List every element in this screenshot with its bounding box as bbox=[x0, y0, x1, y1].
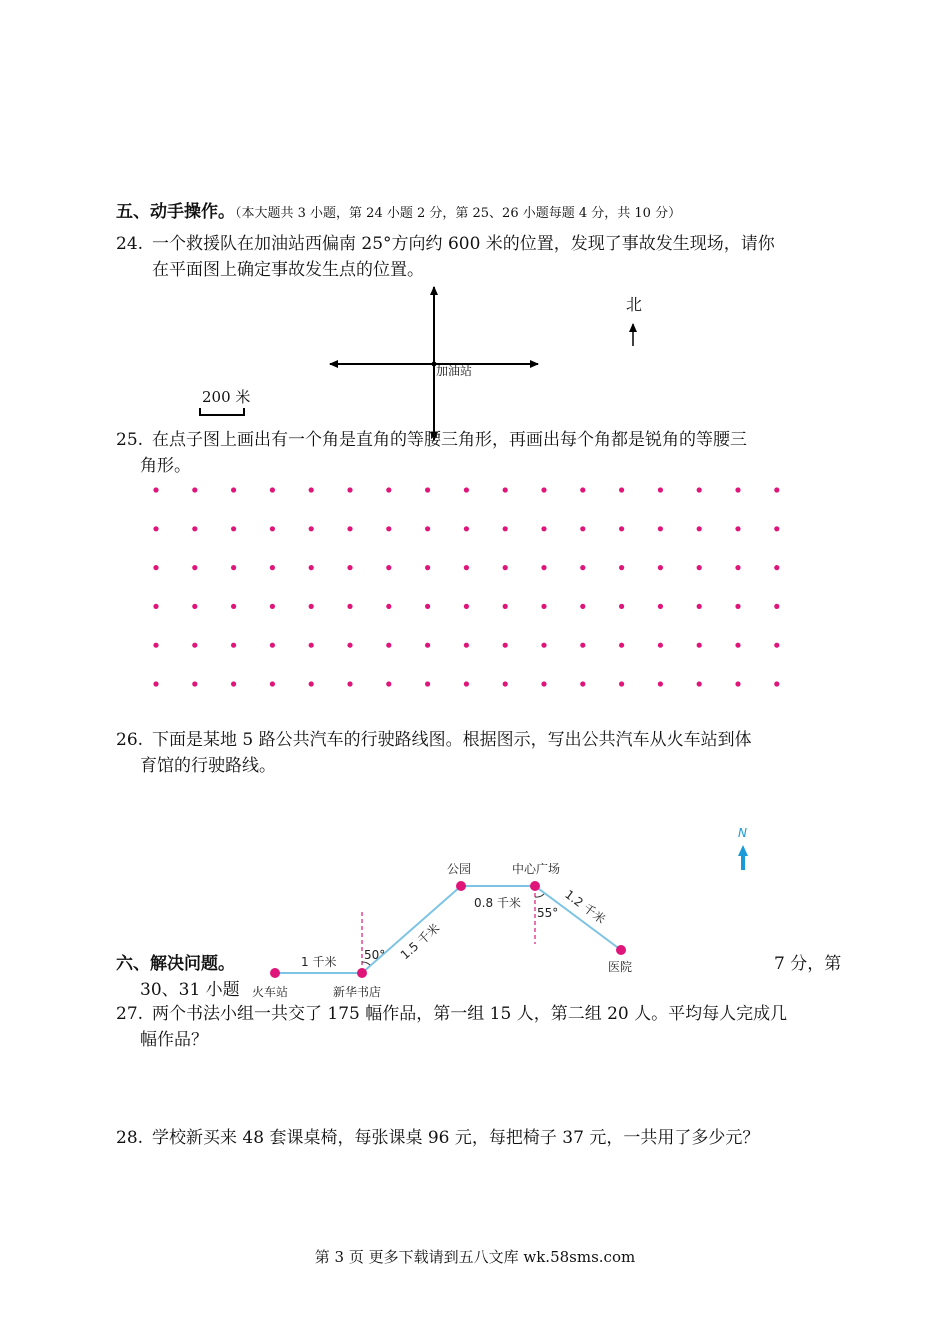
q24-number: 24. bbox=[116, 234, 144, 254]
q28-text-line1: 学校新买来 48 套课桌椅，每张课桌 96 元，每把椅子 37 元，一共用了多少元？ bbox=[152, 1128, 760, 1148]
section-5-note: （本大题共 3 小题，第 24 小题 2 分，第 25、26 小题每题 4 分，共 10 分） bbox=[235, 206, 682, 221]
q26-text-line1: 下面是某地 5 路公共汽车的行驶路线图。根据图示，写出公共汽车从火车站到体 bbox=[152, 730, 752, 750]
section-6-note-tail: 7 分，第 bbox=[774, 954, 842, 974]
angle-label: 50° bbox=[364, 948, 386, 962]
stop-marker bbox=[456, 881, 466, 891]
page-footer: 第 3 页 更多下载请到五八文库 wk.58sms.com bbox=[314, 1248, 636, 1266]
stop-label: 新华书店 bbox=[333, 985, 382, 999]
distance-label: 1.2 千米 bbox=[562, 887, 609, 927]
stop-label: 火车站 bbox=[252, 985, 289, 999]
distance-label: 0.8 千米 bbox=[474, 896, 521, 910]
route-map-background bbox=[252, 856, 642, 1000]
stop-label: 公园 bbox=[447, 862, 472, 876]
q27-text-line2: 幅作品？ bbox=[140, 1030, 208, 1050]
q24-text-line1: 一个救援队在加油站西偏南 25°方向约 600 米的位置，发现了事故发生现场，请你 bbox=[152, 234, 775, 254]
q27-number: 27. bbox=[116, 1004, 144, 1024]
section-6-title: 六、解决问题。 bbox=[116, 954, 235, 974]
stop-label: 医院 bbox=[608, 960, 633, 974]
q25-number: 25. bbox=[116, 430, 144, 450]
distance-label: 1 千米 bbox=[301, 955, 337, 969]
q26-text-line2: 育馆的行驶路线。 bbox=[140, 756, 276, 776]
station-label: 加油站 bbox=[436, 364, 473, 378]
stop-marker bbox=[357, 968, 367, 978]
q25-text-line1: 在点子图上画出有一个角是直角的等腰三角形，再画出每个角都是锐角的等腰三 bbox=[152, 430, 747, 450]
scale-label: 200 米 bbox=[202, 388, 251, 406]
north-label: 北 bbox=[626, 295, 643, 314]
stop-marker bbox=[616, 945, 626, 955]
north-letter: N bbox=[738, 826, 747, 840]
distance-label: 1.5 千米 bbox=[397, 920, 443, 963]
stop-marker bbox=[530, 881, 540, 891]
stop-marker bbox=[270, 968, 280, 978]
q24-text-line2: 在平面图上确定事故发生点的位置。 bbox=[152, 260, 424, 280]
angle-label: 55° bbox=[537, 906, 559, 920]
section-6-line2: 30、31 小题 bbox=[140, 980, 240, 1000]
q25-text-line2: 角形。 bbox=[140, 456, 191, 476]
q27-text-line1: 两个书法小组一共交了 175 幅作品，第一组 15 人，第二组 20 人。平均每人完成几 bbox=[152, 1004, 788, 1024]
north-arrow-icon bbox=[738, 845, 748, 870]
q26-number: 26. bbox=[116, 730, 144, 750]
stop-label: 中心广场 bbox=[512, 862, 561, 876]
section-5-title: 五、动手操作。 bbox=[116, 202, 235, 222]
q28-number: 28. bbox=[116, 1128, 144, 1148]
